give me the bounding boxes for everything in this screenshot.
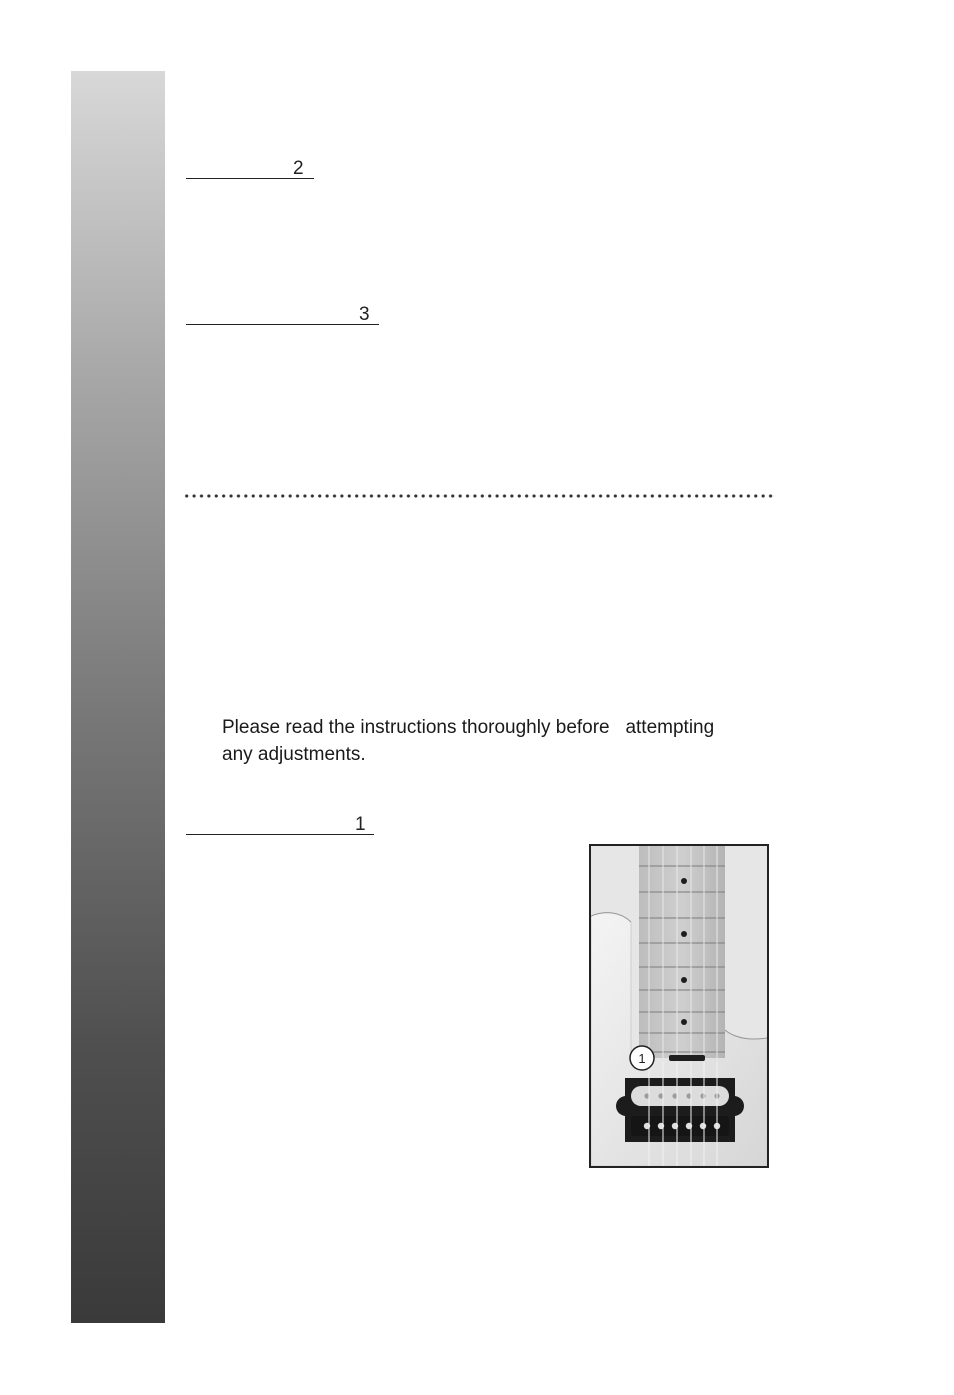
guitar-photo <box>589 844 769 1168</box>
section-2-number: 2 <box>293 158 304 179</box>
instructions-notice <box>222 714 782 768</box>
callout-1-label: 1 <box>638 1051 646 1066</box>
fretboard <box>639 846 725 1058</box>
notice-line-1: Please read the instructions thoroughly before attempting <box>222 717 715 738</box>
guitar-illustration <box>591 846 767 1166</box>
section-3-number: 3 <box>359 304 370 325</box>
section-1-rule <box>186 834 374 835</box>
dotted-divider <box>183 493 773 499</box>
section-3-rule <box>186 324 379 325</box>
callout-1 <box>630 1046 654 1070</box>
section-1-number: 1 <box>355 814 366 835</box>
notice-line-2: any adjustments. <box>222 744 366 765</box>
side-gradient-bar <box>71 71 165 1323</box>
